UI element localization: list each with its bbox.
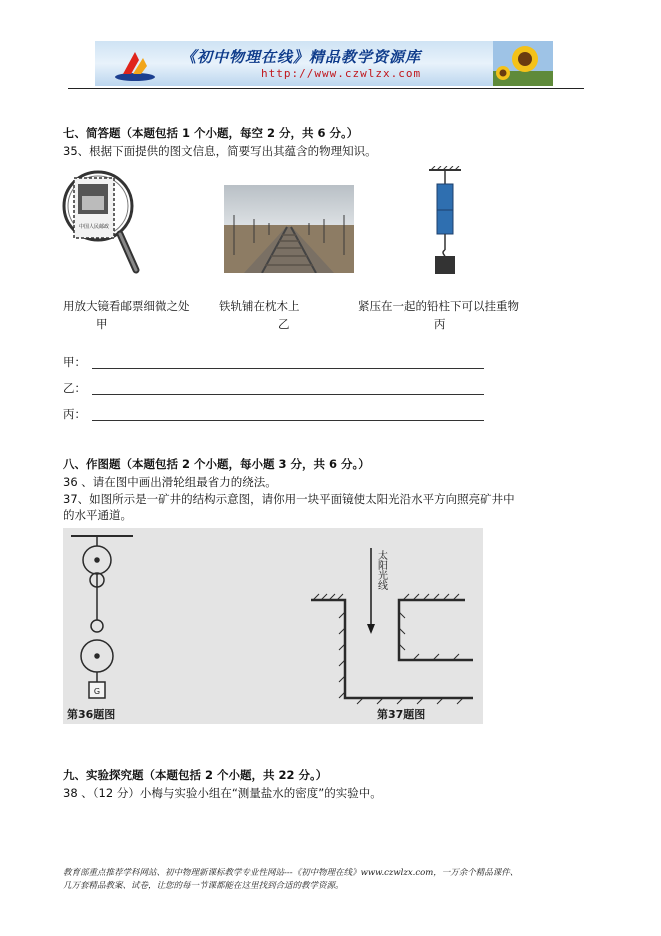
footer-line2: 几万套精品教案、试卷，让您的每一节课都能在这里找到合适的教学资源。 <box>63 881 344 891</box>
header-banner <box>95 41 553 86</box>
site-logo <box>113 46 157 82</box>
question-35: 35、根据下面提供的图文信息，简要写出其蕴含的物理知识。 <box>63 144 377 158</box>
figures-36-37-panel <box>63 528 483 724</box>
banner-title: 《初中物理在线》精品教学资源库 <box>181 48 422 66</box>
caption-b: 铁轨铺在枕木上 <box>219 299 300 313</box>
question-38: 38 、（12 分）小梅与实验小组在“测量盐水的密度”的实验中。 <box>63 786 382 800</box>
sunlight-label: 太阳光线 <box>375 550 387 590</box>
railway-photo <box>224 185 354 273</box>
question-36: 36 、请在图中画出滑轮组最省力的绕法。 <box>63 475 277 489</box>
banner-url[interactable]: http://www.czwlzx.com <box>261 67 422 80</box>
sunflower-image <box>493 41 553 86</box>
label-b: 乙 <box>278 317 290 331</box>
section8-heading: 八、作图题（本题包括 2 个小题，每小题 3 分，共 6 分。） <box>63 457 370 471</box>
lead-cylinders-figure <box>425 166 465 278</box>
fig36-label: 第36题图 <box>67 708 116 721</box>
weight-label: G <box>93 687 101 696</box>
blank-label-c: 丙： <box>63 407 86 421</box>
blank-label-b: 乙： <box>63 381 86 395</box>
section9-heading: 九、实验探究题（本题包括 2 个小题，共 22 分。） <box>63 768 328 782</box>
footer-line1: 教育部重点推荐学科网站、初中物理新课标教学专业性网站---《初中物理在线》www.czwlzx.com，一万余个精品课件、 <box>63 868 519 878</box>
question-37-line2: 的水平通道。 <box>63 508 132 522</box>
section7-heading: 七、简答题（本题包括 1 个小题，每空 2 分，共 6 分。） <box>63 126 359 140</box>
label-c: 丙 <box>434 317 446 331</box>
fig37-label: 第37题图 <box>377 708 426 721</box>
caption-c: 紧压在一起的铅柱下可以挂重物 <box>358 299 519 313</box>
label-a: 甲 <box>96 317 108 331</box>
caption-a: 用放大镜看邮票细微之处 <box>63 299 190 313</box>
question-37-line1: 37、如图所示是一矿井的结构示意图，请你用一块平面镜使太阳光沿水平方向照亮矿井中 <box>63 492 515 506</box>
stamp-text: 中国人民邮政 <box>78 224 110 230</box>
blank-label-a: 甲： <box>63 355 86 369</box>
header-rule <box>68 88 584 89</box>
magnifier-stamp-figure <box>60 166 142 278</box>
answer-line-a[interactable] <box>92 368 484 369</box>
answer-line-b[interactable] <box>92 394 484 395</box>
answer-line-c[interactable] <box>92 420 484 421</box>
